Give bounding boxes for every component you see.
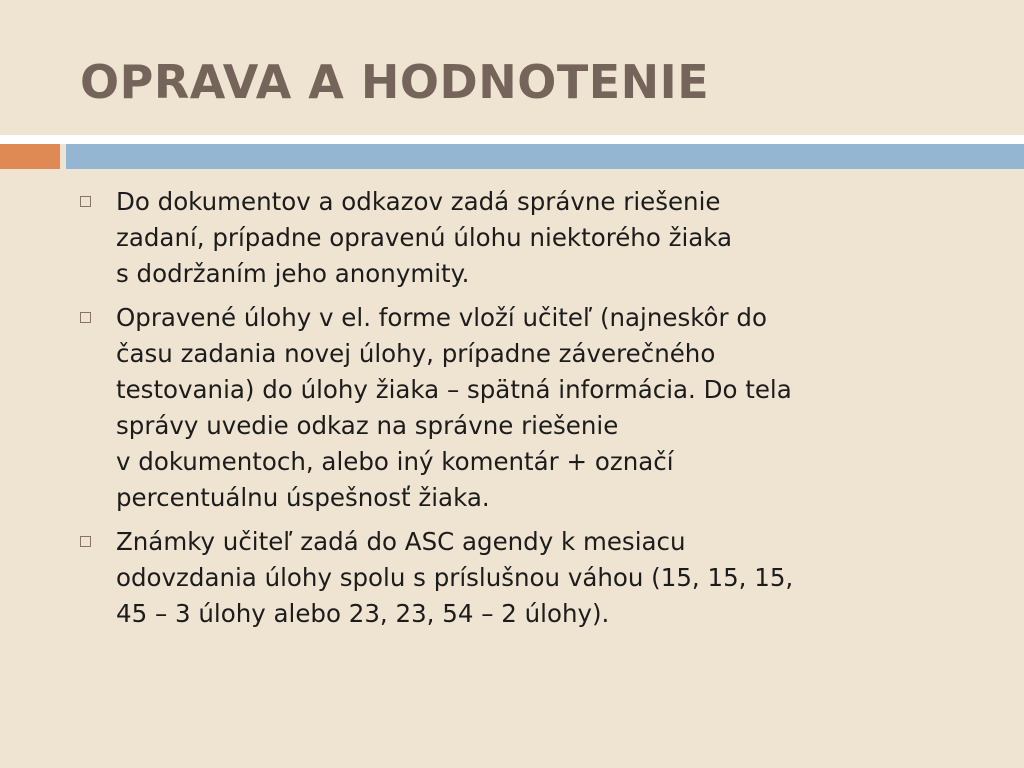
bullet-line: percentuálnu úspešnosť žiaka.	[116, 483, 490, 512]
title-divider-line	[0, 135, 1024, 144]
square-bullet-icon	[80, 536, 91, 547]
slide-title: OPRAVA A HODNOTENIE	[80, 55, 710, 109]
square-bullet-icon	[80, 312, 91, 323]
accent-bar-blue	[66, 144, 1024, 169]
bullet-line: v dokumentoch, alebo iný komentár + označí	[116, 447, 674, 476]
bullet-line: Známky učiteľ zadá do ASC agendy k mesiacu	[116, 527, 686, 556]
bullet-line: testovania) do úlohy žiaka – spätná informácia. Do tela	[116, 375, 792, 404]
bullet-line: času zadania novej úlohy, prípadne záverečného	[116, 339, 716, 368]
bullet-line: správy uvedie odkaz na správne riešenie	[116, 411, 619, 440]
bullet-line: Do dokumentov a odkazov zadá správne riešenie	[116, 187, 721, 216]
bullet-list	[80, 184, 980, 640]
bullet-line: s dodržaním jeho anonymity.	[116, 259, 470, 288]
bullet-line: odovzdania úlohy spolu s príslušnou váhou (15, 15, 15,	[116, 563, 794, 592]
bullet-line: Opravené úlohy v el. forme vloží učiteľ (najneskôr do	[116, 303, 767, 332]
bullet-item	[80, 300, 980, 516]
bullet-line: zadaní, prípadne opravenú úlohu niektorého žiaka	[116, 223, 733, 252]
bullet-item	[80, 184, 980, 292]
bullet-item	[80, 524, 980, 632]
square-bullet-icon	[80, 196, 91, 207]
accent-bar-orange	[0, 144, 60, 169]
bullet-line: 45 – 3 úlohy alebo 23, 23, 54 – 2 úlohy).	[116, 599, 610, 628]
